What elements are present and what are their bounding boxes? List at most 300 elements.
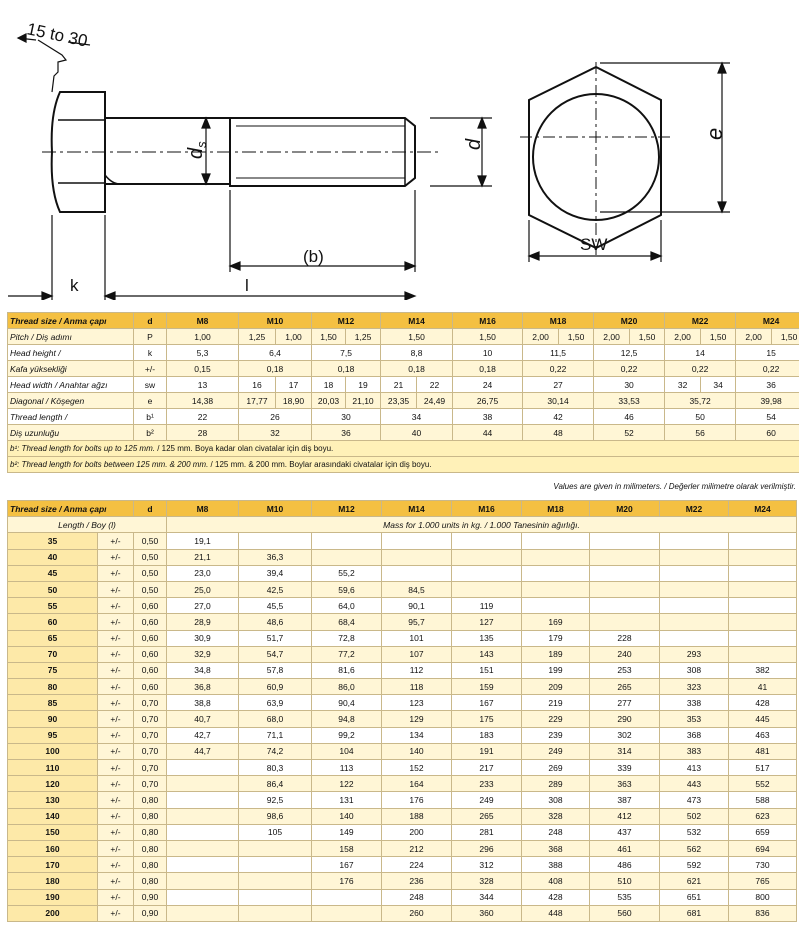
mass-value: 42,7 (167, 727, 239, 743)
mass-value (729, 646, 797, 662)
spec-value: 0,22 (736, 361, 799, 377)
spec-row (8, 361, 799, 377)
mass-value (729, 533, 797, 549)
mass-value (239, 857, 312, 873)
header-size: M24 (729, 501, 797, 517)
tolerance-value: 0,50 (134, 549, 167, 565)
spec-value: 27 (523, 377, 594, 393)
mass-value: 368 (522, 840, 590, 856)
mass-value: 199 (522, 662, 590, 678)
mass-value: 209 (522, 679, 590, 695)
mass-value: 72,8 (312, 630, 382, 646)
mass-value: 98,6 (239, 808, 312, 824)
mass-value: 183 (452, 727, 522, 743)
tolerance-sign: +/- (98, 743, 134, 759)
mass-value (522, 581, 590, 597)
mass-value: 189 (522, 646, 590, 662)
length-value: 110 (8, 760, 98, 776)
mass-value: 535 (590, 889, 660, 905)
spec-value: 56 (665, 425, 736, 441)
tolerance-value: 0,60 (134, 679, 167, 695)
mass-value: 473 (660, 792, 729, 808)
d-label: d (463, 138, 485, 150)
spec-value: 13 (167, 377, 239, 393)
tolerance-sign: +/- (98, 695, 134, 711)
tolerance-sign: +/- (98, 581, 134, 597)
mass-value: 27,0 (167, 598, 239, 614)
spec-value: 2,00 (594, 329, 630, 345)
mass-value: 42,5 (239, 581, 312, 597)
spec-value: 26,75 (453, 393, 523, 409)
mass-value: 265 (590, 679, 660, 695)
header-size: M14 (382, 501, 452, 517)
mass-row (8, 711, 797, 727)
tolerance-sign: +/- (98, 792, 134, 808)
mass-value: 592 (660, 857, 729, 873)
mass-row (8, 727, 797, 743)
tolerance-sign: +/- (98, 549, 134, 565)
mass-value: 19,1 (167, 533, 239, 549)
spec-value: 15 (736, 345, 799, 361)
mass-value (167, 889, 239, 905)
mass-value: 308 (660, 662, 729, 678)
mass-value: 68,4 (312, 614, 382, 630)
length-label: Length / Boy (l) (8, 517, 167, 533)
spec-value: 14,38 (167, 393, 239, 409)
mass-value: 248 (522, 824, 590, 840)
mass-value (239, 840, 312, 856)
mass-value (660, 630, 729, 646)
mass-value: 112 (382, 662, 452, 678)
mass-value: 289 (522, 776, 590, 792)
length-value: 90 (8, 711, 98, 727)
spec-value: 30 (594, 377, 665, 393)
spec-value: 30,14 (523, 393, 594, 409)
spec-value: 1,50 (453, 329, 523, 345)
mass-value (312, 889, 382, 905)
mass-value: 360 (452, 905, 522, 921)
spec-value: 10 (453, 345, 523, 361)
spec-row (8, 393, 799, 409)
mass-value: 248 (382, 889, 452, 905)
footnote-b1 (8, 441, 799, 457)
mass-value: 387 (590, 792, 660, 808)
mass-row (8, 743, 797, 759)
spec-value: 26 (239, 409, 312, 425)
mass-value (312, 533, 382, 549)
tolerance-sign: +/- (98, 630, 134, 646)
mass-value (522, 533, 590, 549)
mass-value: 164 (382, 776, 452, 792)
mass-value (167, 824, 239, 840)
mass-value: 269 (522, 760, 590, 776)
mass-value: 159 (452, 679, 522, 695)
mass-value: 448 (522, 905, 590, 921)
spec-value: 2,00 (736, 329, 772, 345)
mass-value (729, 565, 797, 581)
mass-value: 236 (382, 873, 452, 889)
mass-value: 191 (452, 743, 522, 759)
mass-value: 800 (729, 889, 797, 905)
mass-value: 92,5 (239, 792, 312, 808)
header-symbol: d (134, 313, 167, 329)
row-label: Head width / Anahtar ağzı (8, 377, 134, 393)
length-value: 120 (8, 776, 98, 792)
mass-value: 428 (522, 889, 590, 905)
length-value: 180 (8, 873, 98, 889)
spec-value: 34 (701, 377, 736, 393)
mass-value (660, 565, 729, 581)
mass-value: 40,7 (167, 711, 239, 727)
length-value: 45 (8, 565, 98, 581)
mass-value: 560 (590, 905, 660, 921)
mass-value: 57,8 (239, 662, 312, 678)
mass-value: 481 (729, 743, 797, 759)
spec-value: 22 (167, 409, 239, 425)
spec-value: 19 (346, 377, 381, 393)
mass-value: 249 (522, 743, 590, 759)
footnote-text: b¹: Thread length for bolts up to 125 mm. / 125 mm. Boya kadar olan civatalar için diş boyu. (8, 441, 799, 457)
mass-value (239, 889, 312, 905)
mass-value: 25,0 (167, 581, 239, 597)
mass-value: 623 (729, 808, 797, 824)
spec-value: 28 (167, 425, 239, 441)
mass-value: 517 (729, 760, 797, 776)
tolerance-sign: +/- (98, 889, 134, 905)
tolerance-sign: +/- (98, 760, 134, 776)
mass-row (8, 857, 797, 873)
spec-value: 12,5 (594, 345, 665, 361)
mass-row (8, 824, 797, 840)
row-label: Diş uzunluğu (8, 425, 134, 441)
mass-value (729, 581, 797, 597)
mass-value: 151 (452, 662, 522, 678)
mass-value: 339 (590, 760, 660, 776)
mass-value: 293 (660, 646, 729, 662)
tolerance-value: 0,50 (134, 533, 167, 549)
mass-row (8, 792, 797, 808)
header-size: M12 (312, 313, 381, 329)
header-size: M18 (523, 313, 594, 329)
row-symbol: e (134, 393, 167, 409)
spec-value: 23,35 (381, 393, 417, 409)
spec-value: 20,03 (312, 393, 346, 409)
length-value: 95 (8, 727, 98, 743)
mass-value (729, 549, 797, 565)
length-value: 75 (8, 662, 98, 678)
mass-value: 217 (452, 760, 522, 776)
mass-value: 90,4 (312, 695, 382, 711)
tolerance-value: 0,70 (134, 760, 167, 776)
tolerance-sign: +/- (98, 679, 134, 695)
mass-value (590, 565, 660, 581)
mass-value: 64,0 (312, 598, 382, 614)
tolerance-value: 0,70 (134, 727, 167, 743)
mass-value: 140 (382, 743, 452, 759)
mass-value: 107 (382, 646, 452, 662)
mass-value: 368 (660, 727, 729, 743)
tolerance-value: 0,60 (134, 662, 167, 678)
mass-value (729, 630, 797, 646)
spec-value: 7,5 (312, 345, 381, 361)
header-size: M10 (239, 501, 312, 517)
mass-value: 486 (590, 857, 660, 873)
mass-row (8, 840, 797, 856)
mass-value: 353 (660, 711, 729, 727)
spec-value: 6,4 (239, 345, 312, 361)
tolerance-value: 0,70 (134, 743, 167, 759)
mass-value: 212 (382, 840, 452, 856)
tolerance-value: 0,80 (134, 792, 167, 808)
tolerance-value: 0,60 (134, 630, 167, 646)
tolerance-sign: +/- (98, 727, 134, 743)
mass-value: 312 (452, 857, 522, 873)
tolerance-sign: +/- (98, 598, 134, 614)
mass-value: 74,2 (239, 743, 312, 759)
mass-value (167, 873, 239, 889)
header-size: M18 (522, 501, 590, 517)
mass-value (452, 581, 522, 597)
mass-value: 445 (729, 711, 797, 727)
spec-value: 46 (594, 409, 665, 425)
mass-label: Mass for 1.000 units in kg. / 1.000 Tanesinin ağırlığı. (167, 517, 797, 533)
mass-value: 302 (590, 727, 660, 743)
spec-row (8, 425, 799, 441)
mass-row (8, 614, 797, 630)
mass-value (312, 549, 382, 565)
mass-value: 461 (590, 840, 660, 856)
mass-value: 34,8 (167, 662, 239, 678)
tolerance-sign: +/- (98, 824, 134, 840)
table-header-row (8, 501, 797, 517)
bolt-shank (105, 118, 230, 184)
mass-row (8, 630, 797, 646)
tolerance-value: 0,90 (134, 905, 167, 921)
mass-value: 659 (729, 824, 797, 840)
mass-value: 681 (660, 905, 729, 921)
mass-row (8, 598, 797, 614)
footnote-text: b²: Thread length for bolts between 125 mm. & 200 mm. / 125 mm. & 200 mm. Boylar arasındaki civatalar için diş boyu. (8, 457, 799, 473)
mass-value (239, 873, 312, 889)
spec-value: 0,18 (381, 361, 453, 377)
spec-value: 17,77 (239, 393, 276, 409)
mass-value (590, 549, 660, 565)
mass-value: 123 (382, 695, 452, 711)
row-label: Diagonal / Köşegen (8, 393, 134, 409)
mass-value (312, 905, 382, 921)
mass-value: 140 (312, 808, 382, 824)
mass-value: 127 (452, 614, 522, 630)
spec-value: 18 (312, 377, 346, 393)
b-label: (b) (303, 247, 324, 266)
mass-value: 179 (522, 630, 590, 646)
length-value: 130 (8, 792, 98, 808)
mass-value: 135 (452, 630, 522, 646)
mass-row (8, 533, 797, 549)
tolerance-sign: +/- (98, 533, 134, 549)
mass-value (590, 581, 660, 597)
tolerance-sign: +/- (98, 662, 134, 678)
mass-value: 253 (590, 662, 660, 678)
length-value: 65 (8, 630, 98, 646)
spec-value: 0,18 (239, 361, 312, 377)
mass-value: 80,3 (239, 760, 312, 776)
tolerance-value: 0,80 (134, 840, 167, 856)
spec-value: 2,00 (523, 329, 559, 345)
mass-value: 48,6 (239, 614, 312, 630)
mass-value: 338 (660, 695, 729, 711)
mass-value: 167 (452, 695, 522, 711)
tolerance-sign: +/- (98, 646, 134, 662)
spec-value: 0,18 (453, 361, 523, 377)
spec-value: 52 (594, 425, 665, 441)
length-value: 85 (8, 695, 98, 711)
mass-value: 86,4 (239, 776, 312, 792)
header-size: M22 (665, 313, 736, 329)
mass-value: 233 (452, 776, 522, 792)
mass-value (522, 565, 590, 581)
mass-value: 59,6 (312, 581, 382, 597)
header-symbol: d (134, 501, 167, 517)
mass-value: 55,2 (312, 565, 382, 581)
ds-label: $d_s$ (185, 141, 209, 159)
mass-value: 149 (312, 824, 382, 840)
spec-value: 32 (239, 425, 312, 441)
mass-value: 119 (452, 598, 522, 614)
bolt-spec-table (7, 312, 799, 473)
mass-row (8, 889, 797, 905)
header-size: M20 (594, 313, 665, 329)
mass-value: 532 (660, 824, 729, 840)
row-symbol: b¹ (134, 409, 167, 425)
mass-value: 38,8 (167, 695, 239, 711)
mass-value: 54,7 (239, 646, 312, 662)
length-value: 150 (8, 824, 98, 840)
mass-value (729, 614, 797, 630)
tolerance-sign: +/- (98, 905, 134, 921)
mass-value: 765 (729, 873, 797, 889)
tolerance-sign: +/- (98, 565, 134, 581)
length-value: 100 (8, 743, 98, 759)
mass-value: 99,2 (312, 727, 382, 743)
angle-label: 15 to 30 (25, 19, 90, 51)
mass-value: 265 (452, 808, 522, 824)
spec-value: 60 (736, 425, 799, 441)
mass-value: 562 (660, 840, 729, 856)
mass-value: 290 (590, 711, 660, 727)
mass-value: 219 (522, 695, 590, 711)
mass-value: 308 (522, 792, 590, 808)
row-label: Thread length / (8, 409, 134, 425)
spec-value: 36 (312, 425, 381, 441)
mass-value: 552 (729, 776, 797, 792)
spec-value: 40 (381, 425, 453, 441)
spec-row (8, 345, 799, 361)
tolerance-value: 0,80 (134, 857, 167, 873)
spec-value: 0,18 (312, 361, 381, 377)
tolerance-value: 0,80 (134, 824, 167, 840)
spec-value: 11,5 (523, 345, 594, 361)
header-size: M16 (452, 501, 522, 517)
spec-value: 17 (276, 377, 312, 393)
mass-value (590, 533, 660, 549)
mass-value: 260 (382, 905, 452, 921)
spec-value: 1,50 (312, 329, 346, 345)
spec-value: 1,25 (239, 329, 276, 345)
spec-value: 35,72 (665, 393, 736, 409)
mass-value: 101 (382, 630, 452, 646)
row-label: Head height / (8, 345, 134, 361)
mass-value: 296 (452, 840, 522, 856)
mass-value (660, 533, 729, 549)
length-value: 160 (8, 840, 98, 856)
spec-value: 33,53 (594, 393, 665, 409)
length-value: 200 (8, 905, 98, 921)
mass-value: 81,6 (312, 662, 382, 678)
spec-value: 5,3 (167, 345, 239, 361)
mass-value: 408 (522, 873, 590, 889)
spec-value: 1,50 (701, 329, 736, 345)
spec-value: 1,00 (276, 329, 312, 345)
mass-row (8, 662, 797, 678)
mass-value: 36,8 (167, 679, 239, 695)
tolerance-sign: +/- (98, 711, 134, 727)
mass-value: 41 (729, 679, 797, 695)
mass-value (452, 565, 522, 581)
mass-value: 60,9 (239, 679, 312, 695)
mass-value: 382 (729, 662, 797, 678)
tolerance-sign: +/- (98, 840, 134, 856)
mass-value: 836 (729, 905, 797, 921)
length-value: 35 (8, 533, 98, 549)
spec-value: 48 (523, 425, 594, 441)
tolerance-sign: +/- (98, 808, 134, 824)
mass-value (167, 905, 239, 921)
length-value: 50 (8, 581, 98, 597)
header-size: M14 (381, 313, 453, 329)
mass-value: 21,1 (167, 549, 239, 565)
mass-value: 314 (590, 743, 660, 759)
mass-value: 383 (660, 743, 729, 759)
mass-value: 388 (522, 857, 590, 873)
mass-value: 143 (452, 646, 522, 662)
row-symbol: b² (134, 425, 167, 441)
mass-value: 277 (590, 695, 660, 711)
mass-value: 694 (729, 840, 797, 856)
mass-value: 122 (312, 776, 382, 792)
mass-value: 129 (382, 711, 452, 727)
mass-value: 188 (382, 808, 452, 824)
tolerance-value: 0,70 (134, 695, 167, 711)
spec-value: 0,15 (167, 361, 239, 377)
bolt-head-outline (52, 92, 58, 97)
mass-value: 175 (452, 711, 522, 727)
tolerance-value: 0,50 (134, 565, 167, 581)
tolerance-value: 0,60 (134, 598, 167, 614)
mass-value (660, 549, 729, 565)
row-symbol: sw (134, 377, 167, 393)
mass-row (8, 565, 797, 581)
tolerance-value: 0,60 (134, 614, 167, 630)
mass-value: 51,7 (239, 630, 312, 646)
mass-value (167, 760, 239, 776)
length-value: 190 (8, 889, 98, 905)
spec-value: 18,90 (276, 393, 312, 409)
length-value: 40 (8, 549, 98, 565)
length-value: 80 (8, 679, 98, 695)
spec-row (8, 377, 799, 393)
mass-value (590, 598, 660, 614)
